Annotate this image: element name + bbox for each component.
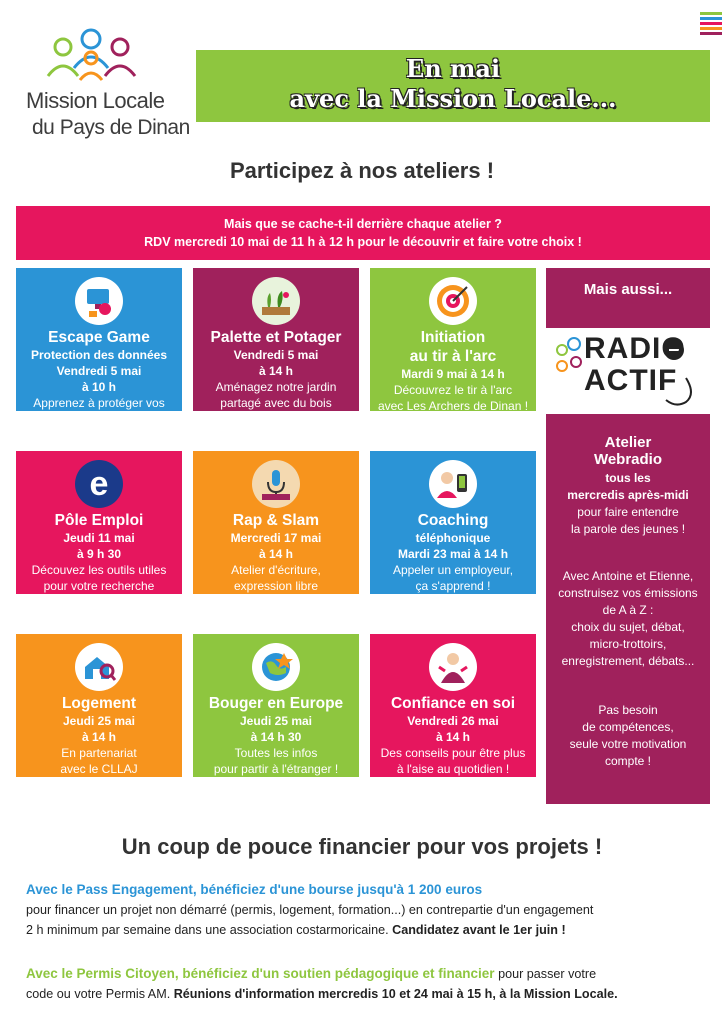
phone-icon	[429, 460, 477, 508]
radio-actif-logo	[546, 328, 710, 414]
permis-tail: pour passer votre	[494, 967, 597, 981]
side-heading: Mais aussi...	[546, 268, 710, 328]
card-desc: données personnelles !	[36, 412, 162, 426]
card-desc: pour partir à l'étranger !	[213, 762, 339, 776]
card-desc: pour votre recherche	[43, 579, 155, 593]
webradio-desc-2: construisez vos émissions	[558, 586, 698, 600]
card-palette-potager	[193, 268, 359, 426]
webradio-extra-3: seule votre motivation	[569, 737, 687, 751]
permis-line-2: code ou votre Permis AM.	[26, 987, 171, 1001]
pole-emploi-logo-icon	[75, 460, 123, 508]
card-time: à 14 h	[435, 730, 471, 744]
banner-line-1: En mai	[405, 54, 501, 83]
banner-line-2: avec la Mission Locale...	[289, 84, 617, 113]
card-time: à 14 h 30	[250, 730, 302, 744]
card-desc: Apprenez à protéger vos	[33, 396, 165, 410]
card-date: Mardi 23 mai à 14 h	[397, 547, 509, 561]
card-title-2: au tir à l'arc	[409, 348, 497, 365]
card-desc: à l'aise au quotidien !	[396, 762, 510, 776]
card-line: Protection des données	[30, 348, 168, 362]
logo	[26, 26, 190, 144]
card-desc: avec le CLLAJ	[60, 762, 138, 776]
webradio-when-1: tous les	[605, 471, 651, 485]
card-desc: avec Les Archers de Dinan !	[377, 399, 529, 413]
card-title: Coaching	[417, 512, 489, 529]
card-title: Logement	[61, 695, 137, 712]
permis-citoyen-paragraph	[26, 964, 706, 1004]
garden-icon	[252, 277, 300, 325]
webradio-title-1: Atelier	[604, 434, 652, 451]
card-tir-arc	[370, 268, 536, 411]
card-coaching	[370, 451, 536, 594]
pass-line-2: 2 h minimum par semaine dans une association costarmoricaine.	[26, 923, 389, 937]
webradio-when-2: mercredis après-midi	[567, 488, 689, 502]
house-search-icon	[75, 643, 123, 691]
microphone-icon	[252, 460, 300, 508]
webradio-note-1: pour faire entendre	[577, 505, 679, 519]
card-desc: Découvez les outils utiles	[31, 563, 167, 577]
card-title: Confiance en soi	[390, 695, 516, 712]
pole-emploi-letter: e	[89, 465, 109, 503]
funding-title: Un coup de pouce financier pour vos projets !	[121, 834, 603, 859]
pass-deadline: Candidatez avant le 1er juin !	[392, 923, 566, 937]
permis-heading: Avec le Permis Citoyen, bénéficiez d'un soutien pédagogique et financier	[26, 966, 495, 981]
confidence-icon	[429, 643, 477, 691]
color-stripes	[700, 12, 722, 36]
webradio-panel	[546, 414, 710, 804]
pass-engagement-paragraph	[26, 880, 706, 940]
card-line: téléphonique	[415, 531, 491, 545]
webradio-note-2: la parole des jeunes !	[570, 522, 686, 536]
page-title: Participez à nos ateliers !	[229, 158, 495, 183]
card-date: Jeudi 25 mai	[62, 714, 136, 728]
card-desc: ça s'apprend !	[415, 579, 491, 593]
card-date: Mardi 9 mai à 14 h	[401, 367, 505, 381]
card-time: à 9 h 30	[76, 547, 122, 561]
card-desc: de palettes !	[243, 412, 309, 426]
card-desc: Atelier d'écriture,	[231, 563, 321, 577]
permis-meetings: Réunions d'information mercredis 10 et 24 mai à 15 h, à la Mission Locale.	[173, 987, 618, 1001]
webradio-desc-4: choix du sujet, débat,	[571, 620, 685, 634]
logo-people-icon	[44, 26, 162, 84]
card-date: Vendredi 26 mai	[407, 714, 499, 728]
pass-line-1: pour financer un projet non démarré (permis, logement, formation...) en contrepartie d'un engagement	[26, 903, 594, 917]
radio-word: RADIO	[584, 332, 686, 365]
card-date: Jeudi 25 mai	[239, 714, 313, 728]
card-title: Initiation	[420, 329, 486, 346]
card-confiance	[370, 634, 536, 777]
card-rap-slam	[193, 451, 359, 594]
webradio-desc-3: de A à Z :	[602, 603, 654, 617]
header-banner	[196, 50, 710, 122]
actif-word: ACTIF	[584, 364, 678, 397]
card-time: à 14 h	[81, 730, 117, 744]
info-line-2: RDV mercredi 10 mai de 11 h à 12 h pour le découvrir et faire votre choix !	[144, 235, 582, 249]
card-desc: Toutes les infos	[234, 746, 318, 760]
card-title: Escape Game	[48, 329, 150, 346]
card-date: Vendredi 5 mai	[56, 364, 142, 378]
webradio-extra-4: compte !	[604, 754, 652, 768]
escape-game-icon	[75, 277, 123, 325]
card-title: Rap & Slam	[232, 512, 320, 529]
info-line-1: Mais que se cache-t-il derrière chaque atelier ?	[224, 217, 502, 231]
card-title: Palette et Potager	[210, 329, 342, 346]
webradio-extra-2: de compétences,	[582, 720, 674, 734]
card-bouger-europe	[193, 634, 359, 777]
card-desc: expression libre	[233, 579, 319, 593]
pass-heading: Avec le Pass Engagement, bénéficiez d'une bourse jusqu'à 1 200 euros	[26, 882, 483, 897]
card-time: à 10 h	[81, 380, 117, 394]
webradio-extra-1: Pas besoin	[598, 703, 658, 717]
card-title: Pôle Emploi	[54, 512, 144, 529]
target-icon	[429, 277, 477, 325]
card-date: Vendredi 5 mai	[233, 348, 319, 362]
webradio-title-2: Webradio	[593, 451, 663, 468]
webradio-desc-6: enregistrement, débats...	[561, 654, 695, 668]
card-desc: Découvrez le tir à l'arc	[393, 383, 513, 397]
card-time: à 14 h	[258, 547, 294, 561]
card-desc: En partenariat	[61, 746, 137, 760]
card-title: Bouger en Europe	[208, 695, 344, 712]
card-escape-game	[16, 268, 182, 426]
webradio-desc-1: Avec Antoine et Etienne,	[562, 569, 694, 583]
card-desc: partagé avec du bois	[220, 396, 332, 410]
card-date: Mercredi 17 mai	[230, 531, 322, 545]
logo-subname: du Pays de Dinan	[32, 116, 190, 139]
card-desc: Aménagez notre jardin	[215, 380, 337, 394]
info-bar	[16, 206, 710, 260]
card-time: à 14 h	[258, 364, 294, 378]
card-date: Jeudi 11 mai	[63, 531, 135, 545]
webradio-desc-5: micro-trottoirs,	[589, 637, 667, 651]
card-logement	[16, 634, 182, 777]
card-pole-emploi	[16, 451, 182, 609]
card-desc: d'emploi !	[73, 595, 125, 609]
card-desc: Des conseils pour être plus	[380, 746, 526, 760]
logo-name: Mission Locale	[26, 88, 165, 113]
globe-travel-icon	[252, 643, 300, 691]
card-desc: Appeler un employeur,	[392, 563, 514, 577]
